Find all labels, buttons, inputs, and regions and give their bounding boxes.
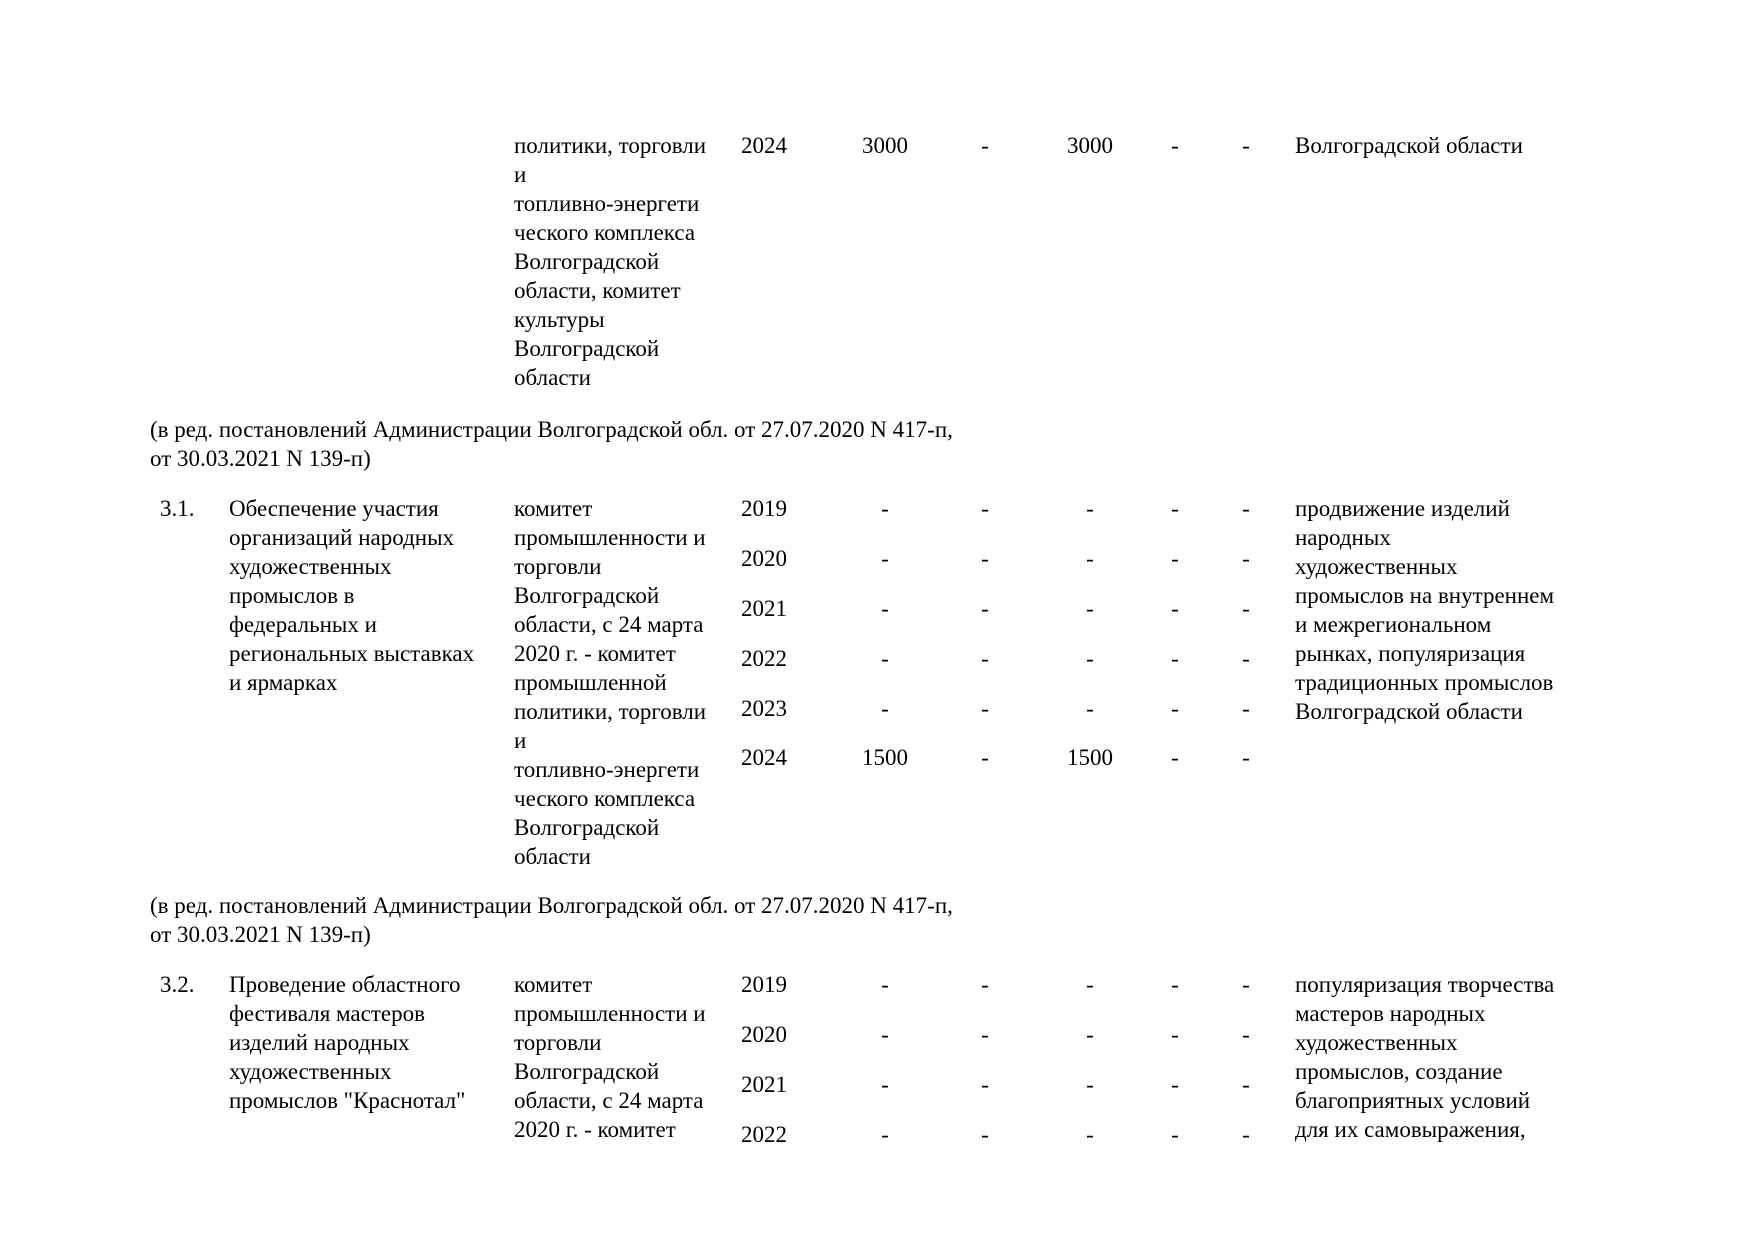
block0-executor: [514, 131, 706, 392]
result-line: промыслов, создание: [1295, 1059, 1503, 1084]
value-cell-federal: -: [981, 133, 989, 158]
result-line: мастеров народных: [1295, 1001, 1486, 1026]
year-cell: 2019: [741, 496, 787, 521]
item-name: [229, 494, 474, 697]
value-cell-total: -: [881, 972, 889, 997]
executor-line: топливно-энергети: [514, 191, 700, 216]
value-cell-other: -: [1242, 596, 1250, 621]
value-cell-federal: -: [981, 1022, 989, 1047]
value-cell-other: -: [1242, 646, 1250, 671]
value-cell-regional: -: [1086, 546, 1094, 571]
amendment-note: [150, 891, 953, 949]
name-line: организаций народных: [229, 525, 455, 550]
value-cell-other: -: [1242, 972, 1250, 997]
value-cell-local: -: [1171, 1122, 1179, 1147]
value-cell-federal: -: [981, 646, 989, 671]
executor-line: топливно-энергети: [514, 757, 700, 782]
value-cell-regional: -: [1086, 496, 1094, 521]
value-cell-local: -: [1171, 596, 1179, 621]
amendment-note: [150, 415, 953, 473]
item-result: [1295, 970, 1554, 1144]
year-cell: 2022: [741, 646, 787, 671]
executor-line: и: [514, 728, 527, 753]
value-cell-other: -: [1242, 133, 1250, 158]
item-result: [1295, 494, 1554, 726]
year-cell: 2021: [741, 596, 787, 621]
value-cell-regional: 1500: [1067, 745, 1113, 770]
value-cell-other: -: [1242, 546, 1250, 571]
executor-line: комитет: [514, 972, 593, 997]
value-cell-local: -: [1171, 646, 1179, 671]
result-line: художественных: [1295, 554, 1458, 579]
executor-line: Волгоградской: [514, 815, 660, 840]
value-cell-local: -: [1171, 1022, 1179, 1047]
value-cell-local: -: [1171, 1072, 1179, 1097]
value-cell-federal: -: [981, 972, 989, 997]
value-cell-regional: -: [1086, 1072, 1094, 1097]
year-cell: 2023: [741, 696, 787, 721]
result-line: Волгоградской области: [1295, 133, 1523, 158]
year-cell: 2021: [741, 1072, 787, 1097]
name-line: художественных: [229, 1059, 392, 1084]
note-line: от 30.03.2021 N 139-п): [150, 922, 371, 947]
name-line: региональных выставках: [229, 641, 475, 666]
value-cell-total: 1500: [862, 745, 908, 770]
name-line: изделий народных: [229, 1030, 410, 1055]
item-number: 3.2.: [160, 972, 195, 997]
executor-line: промышленности и: [514, 1001, 706, 1026]
result-line: продвижение изделий: [1295, 496, 1510, 521]
result-line: промыслов на внутреннем: [1295, 583, 1555, 608]
executor-line: комитет: [514, 496, 593, 521]
name-line: федеральных и: [229, 612, 377, 637]
value-cell-total: -: [881, 696, 889, 721]
value-cell-local: -: [1171, 496, 1179, 521]
value-cell-regional: 3000: [1067, 133, 1113, 158]
executor-line: ческого комплекса: [514, 220, 696, 245]
name-line: Обеспечение участия: [229, 496, 439, 521]
name-line: и ярмарках: [229, 670, 338, 695]
value-cell-other: -: [1242, 496, 1250, 521]
value-cell-other: -: [1242, 1072, 1250, 1097]
value-cell-total: -: [881, 1022, 889, 1047]
executor-line: промышленности и: [514, 525, 706, 550]
value-cell-federal: -: [981, 496, 989, 521]
value-cell-total: -: [881, 646, 889, 671]
executor-line: промышленной: [514, 670, 667, 695]
result-line: для их самовыражения,: [1295, 1117, 1526, 1142]
value-cell-total: -: [881, 546, 889, 571]
value-cell-federal: -: [981, 596, 989, 621]
item-name: [229, 970, 465, 1115]
value-cell-regional: -: [1086, 972, 1094, 997]
result-line: народных: [1295, 525, 1391, 550]
executor-line: культуры: [514, 307, 605, 332]
value-cell-other: -: [1242, 745, 1250, 770]
year-cell: 2019: [741, 972, 787, 997]
executor-line: Волгоградской: [514, 249, 660, 274]
value-cell-local: -: [1171, 133, 1179, 158]
name-line: фестиваля мастеров: [229, 1001, 425, 1026]
result-line: Волгоградской области: [1295, 699, 1523, 724]
year-cell: 2024: [741, 133, 787, 158]
value-cell-federal: -: [981, 1122, 989, 1147]
value-cell-regional: -: [1086, 696, 1094, 721]
note-line: (в ред. постановлений Администрации Волгоградской обл. от 27.07.2020 N 417-п,: [150, 893, 953, 918]
value-cell-regional: -: [1086, 596, 1094, 621]
name-line: художественных: [229, 554, 392, 579]
executor-line: Волгоградской: [514, 336, 660, 361]
year-cell: 2020: [741, 546, 787, 571]
value-cell-federal: -: [981, 696, 989, 721]
year-cell: 2022: [741, 1122, 787, 1147]
result-line: и межрегиональном: [1295, 612, 1492, 637]
executor-line: области, с 24 марта: [514, 1088, 704, 1113]
note-line: (в ред. постановлений Администрации Волгоградской обл. от 27.07.2020 N 417-п,: [150, 417, 953, 442]
result-line: популяризация творчества: [1295, 972, 1555, 997]
executor-line: 2020 г. - комитет: [514, 641, 676, 666]
executor-line: политики, торговли: [514, 699, 707, 724]
value-cell-total: -: [881, 496, 889, 521]
executor-line: торговли: [514, 554, 602, 579]
executor-line: области: [514, 844, 591, 869]
value-cell-local: -: [1171, 696, 1179, 721]
value-cell-regional: -: [1086, 1122, 1094, 1147]
year-cell: 2020: [741, 1022, 787, 1047]
value-cell-federal: -: [981, 546, 989, 571]
year-cell: 2024: [741, 745, 787, 770]
executor-line: политики, торговли: [514, 133, 707, 158]
result-line: рынках, популяризация: [1295, 641, 1526, 666]
result-line: традиционных промыслов: [1295, 670, 1554, 695]
value-cell-total: -: [881, 596, 889, 621]
executor-line: Волгоградской: [514, 583, 660, 608]
block0-result: [1295, 131, 1523, 160]
executor-line: области: [514, 365, 591, 390]
note-line: от 30.03.2021 N 139-п): [150, 446, 371, 471]
value-cell-total: 3000: [862, 133, 908, 158]
value-cell-total: -: [881, 1122, 889, 1147]
item-executor: [514, 494, 706, 871]
value-cell-federal: -: [981, 1072, 989, 1097]
item-number: 3.1.: [160, 496, 195, 521]
value-cell-other: -: [1242, 1122, 1250, 1147]
name-line: Проведение областного: [229, 972, 461, 997]
executor-line: 2020 г. - комитет: [514, 1117, 676, 1142]
item-executor: [514, 970, 706, 1144]
value-cell-federal: -: [981, 745, 989, 770]
value-cell-regional: -: [1086, 1022, 1094, 1047]
name-line: промыслов в: [229, 583, 355, 608]
executor-line: и: [514, 162, 527, 187]
executor-line: Волгоградской: [514, 1059, 660, 1084]
result-line: художественных: [1295, 1030, 1458, 1055]
value-cell-other: -: [1242, 1022, 1250, 1047]
value-cell-total: -: [881, 1072, 889, 1097]
value-cell-other: -: [1242, 696, 1250, 721]
executor-line: области, комитет: [514, 278, 681, 303]
value-cell-local: -: [1171, 546, 1179, 571]
value-cell-local: -: [1171, 972, 1179, 997]
value-cell-local: -: [1171, 745, 1179, 770]
executor-line: ческого комплекса: [514, 786, 696, 811]
executor-line: области, с 24 марта: [514, 612, 704, 637]
value-cell-regional: -: [1086, 646, 1094, 671]
name-line: промыслов "Краснотал": [229, 1088, 466, 1113]
result-line: благоприятных условий: [1295, 1088, 1531, 1113]
executor-line: торговли: [514, 1030, 602, 1055]
